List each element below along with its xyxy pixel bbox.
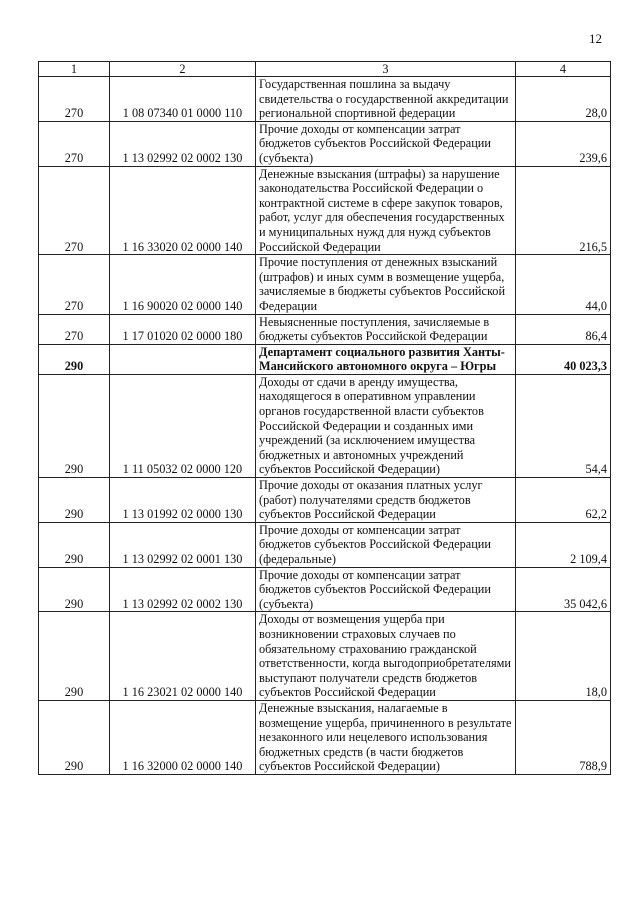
budget-code-cell: 1 13 02992 02 0002 130 bbox=[110, 121, 256, 166]
table-row bbox=[39, 314, 611, 344]
amount-cell: 62,2 bbox=[516, 478, 611, 523]
admin-code-cell: 290 bbox=[39, 700, 110, 774]
table-header-row bbox=[39, 62, 611, 77]
revenue-name-cell: Прочие доходы от компенсации затрат бюджетов субъектов Российской Федерации (федеральные) bbox=[256, 522, 516, 567]
table-row bbox=[39, 478, 611, 523]
revenue-name-cell: Департамент социального развития Ханты-Мансийского автономного округа – Югры bbox=[256, 344, 516, 374]
amount-cell: 44,0 bbox=[516, 255, 611, 314]
column-header: 1 bbox=[39, 62, 110, 77]
revenue-name-cell: Прочие доходы от оказания платных услуг (работ) получателями средств бюджетов субъектов Российской Федерации bbox=[256, 478, 516, 523]
table-row bbox=[39, 77, 611, 122]
admin-code-cell: 270 bbox=[39, 255, 110, 314]
budget-code-cell: 1 13 01992 02 0000 130 bbox=[110, 478, 256, 523]
admin-code-cell: 290 bbox=[39, 612, 110, 701]
revenue-table bbox=[38, 61, 611, 775]
amount-cell: 216,5 bbox=[516, 166, 611, 255]
table-row bbox=[39, 522, 611, 567]
table-body bbox=[39, 77, 611, 775]
budget-code-cell: 1 13 02992 02 0001 130 bbox=[110, 522, 256, 567]
table-row bbox=[39, 166, 611, 255]
revenue-name-cell: Прочие поступления от денежных взысканий (штрафов) и иных сумм в возмещение ущерба, зачисляемые в бюджеты субъектов Российской Федерации bbox=[256, 255, 516, 314]
admin-code-cell: 270 bbox=[39, 121, 110, 166]
budget-code-cell: 1 08 07340 01 0000 110 bbox=[110, 77, 256, 122]
budget-code-cell: 1 16 32000 02 0000 140 bbox=[110, 700, 256, 774]
column-header: 3 bbox=[256, 62, 516, 77]
revenue-name-cell: Денежные взыскания (штрафы) за нарушение законодательства Российской Федерации о контрактной системе в сфере закупок товаров, работ, услуг для обеспечения государственных и муниципальных нужд для нужд субъектов Российской Федерации bbox=[256, 166, 516, 255]
amount-cell: 35 042,6 bbox=[516, 567, 611, 612]
amount-cell: 239,6 bbox=[516, 121, 611, 166]
amount-cell: 28,0 bbox=[516, 77, 611, 122]
admin-code-cell: 290 bbox=[39, 344, 110, 374]
admin-code-cell: 290 bbox=[39, 374, 110, 477]
table-row bbox=[39, 255, 611, 314]
revenue-name-cell: Прочие доходы от компенсации затрат бюджетов субъектов Российской Федерации (субъекта) bbox=[256, 567, 516, 612]
revenue-name-cell: Государственная пошлина за выдачу свидетельства о государственной аккредитации региональной спортивной федерации bbox=[256, 77, 516, 122]
table-row bbox=[39, 344, 611, 374]
budget-code-cell: 1 16 90020 02 0000 140 bbox=[110, 255, 256, 314]
amount-cell: 54,4 bbox=[516, 374, 611, 477]
admin-code-cell: 270 bbox=[39, 314, 110, 344]
table-row bbox=[39, 700, 611, 774]
budget-code-cell: 1 17 01020 02 0000 180 bbox=[110, 314, 256, 344]
budget-code-cell: 1 16 33020 02 0000 140 bbox=[110, 166, 256, 255]
revenue-name-cell: Денежные взыскания, налагаемые в возмещение ущерба, причиненного в результате незаконного или нецелевого использования бюджетных средств (в части бюджетов субъектов Российской Федерации) bbox=[256, 700, 516, 774]
budget-code-cell: 1 11 05032 02 0000 120 bbox=[110, 374, 256, 477]
column-header: 2 bbox=[110, 62, 256, 77]
amount-cell: 86,4 bbox=[516, 314, 611, 344]
revenue-name-cell: Доходы от сдачи в аренду имущества, находящегося в оперативном управлении органов государственной власти субъектов Российской Федерации и созданных ими учреждений (за исключением имущества бюджетных и автономных учреждений субъектов Российской Федерации) bbox=[256, 374, 516, 477]
page-number: 12 bbox=[589, 31, 602, 46]
table-row bbox=[39, 567, 611, 612]
admin-code-cell: 290 bbox=[39, 567, 110, 612]
budget-code-cell: 1 13 02992 02 0002 130 bbox=[110, 567, 256, 612]
admin-code-cell: 270 bbox=[39, 77, 110, 122]
revenue-name-cell: Невыясненные поступления, зачисляемые в бюджеты субъектов Российской Федерации bbox=[256, 314, 516, 344]
revenue-name-cell: Прочие доходы от компенсации затрат бюджетов субъектов Российской Федерации (субъекта) bbox=[256, 121, 516, 166]
revenue-name-cell: Доходы от возмещения ущерба при возникновении страховых случаев по обязательному страхованию гражданской ответственности, когда выгодоприобретателями выступают получатели средств бюджетов субъектов Российской Федерации bbox=[256, 612, 516, 701]
admin-code-cell: 290 bbox=[39, 478, 110, 523]
amount-cell: 18,0 bbox=[516, 612, 611, 701]
table-row bbox=[39, 374, 611, 477]
admin-code-cell: 270 bbox=[39, 166, 110, 255]
budget-code-cell: 1 16 23021 02 0000 140 bbox=[110, 612, 256, 701]
table-row bbox=[39, 121, 611, 166]
admin-code-cell: 290 bbox=[39, 522, 110, 567]
amount-cell: 40 023,3 bbox=[516, 344, 611, 374]
table-row bbox=[39, 612, 611, 701]
amount-cell: 788,9 bbox=[516, 700, 611, 774]
budget-code-cell bbox=[110, 344, 256, 374]
column-header: 4 bbox=[516, 62, 611, 77]
amount-cell: 2 109,4 bbox=[516, 522, 611, 567]
